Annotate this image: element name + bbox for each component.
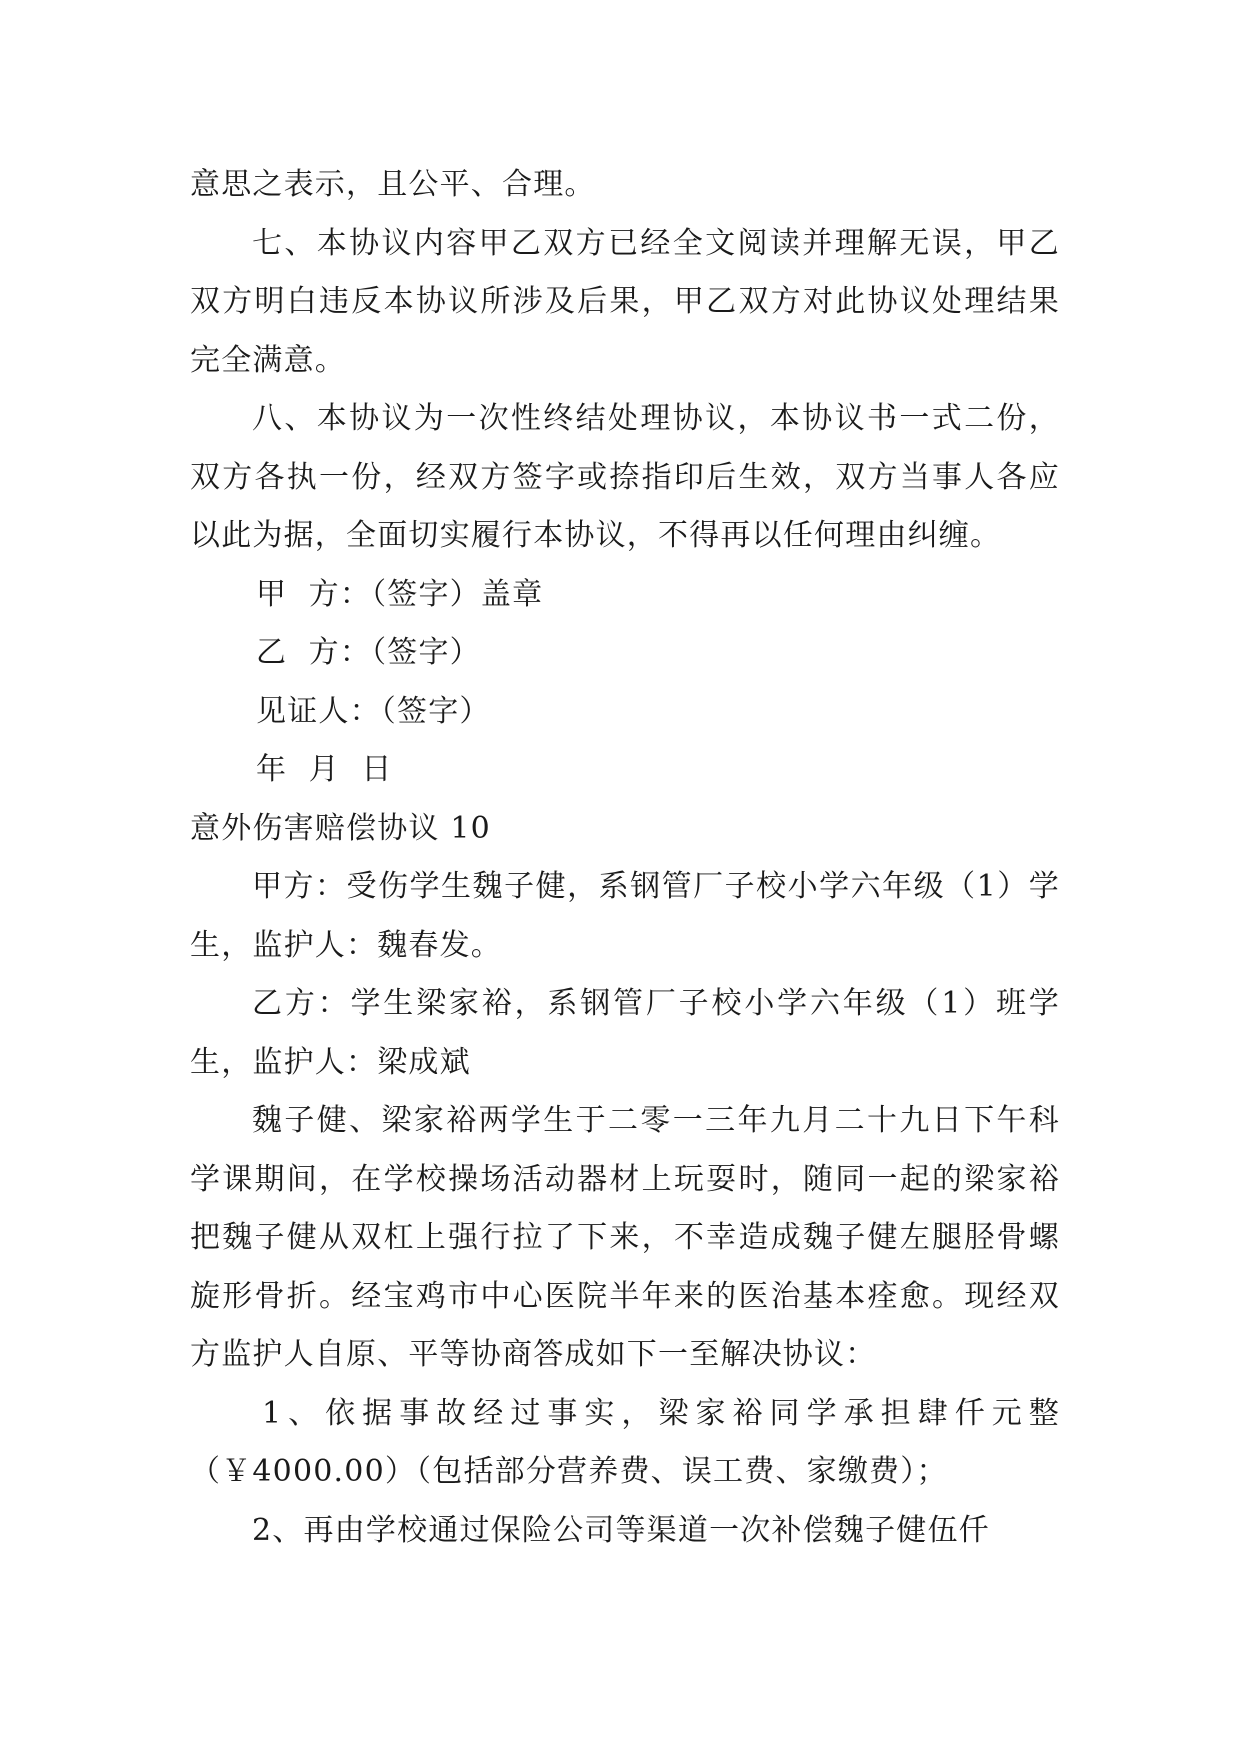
paragraph-continuation: 意思之表示，且公平、合理。 — [190, 167, 596, 202]
paragraph-party-a: 甲方：受伤学生魏子健，系钢管厂子校小学六年级（1）学生，监护人：魏春发。 — [190, 869, 1060, 963]
signature-party-b: 乙 方：（签字） — [256, 635, 481, 670]
signature-witness: 见证人：（签字） — [256, 693, 491, 729]
agreement-title: 意外伤害赔偿协议 10 — [190, 810, 491, 846]
paragraph-item-1: 1、依据事故经过事实，梁家裕同学承担肆仟元整（￥4000.00）（包括部分营养费、误工费、家缴费）； — [190, 1395, 1060, 1489]
paragraph-incident: 魏子健、梁家裕两学生于二零一三年九月二十九日下午科学课期间，在学校操场活动器材上玩耍时，随同一起的梁家裕把魏子健从双杠上强行拉了下来，不幸造成魏子健左腿胫骨螺旋形骨折。经宝鸡市中心医院半年来的医治基本痊愈。现经双方监护人自原、平等协商答成如下一至解决协议： — [190, 1103, 1060, 1372]
document-body — [190, 156, 1060, 1560]
paragraph-clause-7: 七、本协议内容甲乙双方已经全文阅读并理解无误，甲乙双方明白违反本协议所涉及后果，甲乙双方对此协议处理结果完全满意。 — [190, 225, 1060, 378]
paragraph-party-b: 乙方：学生梁家裕，系钢管厂子校小学六年级（1）班学生，监护人：梁成斌 — [190, 986, 1060, 1080]
paragraph-clause-8: 八、本协议为一次性终结处理协议，本协议书一式二份，双方各执一份，经双方签字或捺指印后生效，双方当事人各应以此为据，全面切实履行本协议，不得再以任何理由纠缠。 — [190, 401, 1060, 553]
signature-party-a: 甲 方：（签字）盖章 — [256, 576, 544, 612]
signature-date: 年 月 日 — [256, 752, 393, 787]
paragraph-item-2: 2、再由学校通过保险公司等渠道一次补偿魏子健伍仟 — [252, 1512, 990, 1548]
